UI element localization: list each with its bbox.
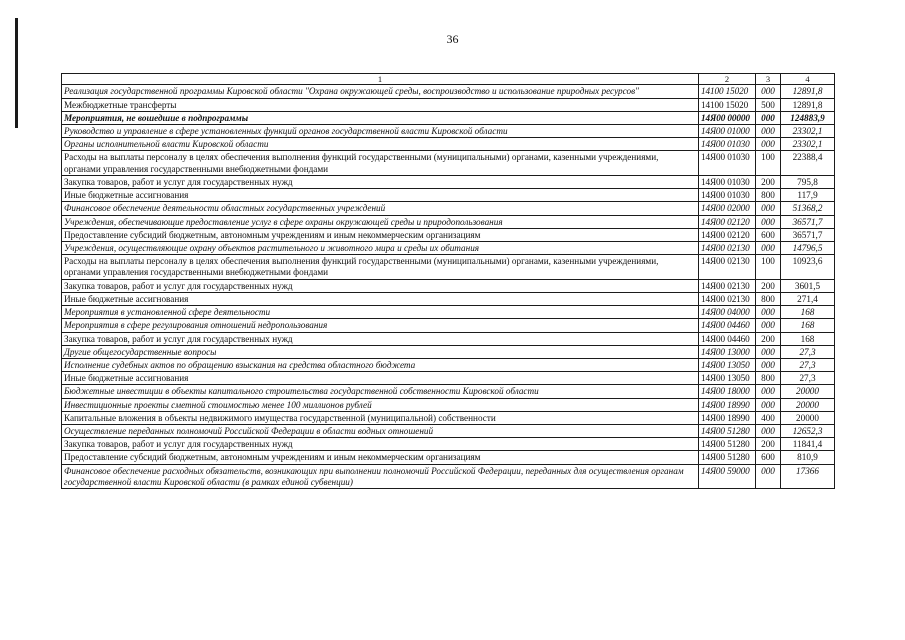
header-col-1: 1 [62,74,699,85]
row-type: 000 [756,385,781,398]
row-code: 14Я00 01030 [699,151,756,175]
row-name: Другие общегосударственные вопросы [62,345,699,358]
table-row [62,255,835,279]
row-name: Реализация государственной программы Кировской области "Охрана окружающей среды, воспроизводство и использование природных ресурсов" [62,85,699,98]
table-row [62,372,835,385]
row-type: 000 [756,345,781,358]
row-name: Мероприятия в сфере регулирования отношений недропользования [62,319,699,332]
row-code: 14Я00 04460 [699,319,756,332]
row-sum: 168 [781,306,835,319]
row-code: 14Я00 02130 [699,279,756,292]
row-name: Осуществление переданных полномочий Российской Федерации в области водных отношений [62,425,699,438]
row-type: 400 [756,411,781,424]
row-sum: 271,4 [781,292,835,305]
row-sum: 23302,1 [781,125,835,138]
row-sum: 20000 [781,398,835,411]
row-sum: 3601,5 [781,279,835,292]
table-row [62,319,835,332]
row-code: 14Я00 02130 [699,241,756,254]
table-row [62,306,835,319]
row-code: 14Я00 18990 [699,398,756,411]
row-type: 100 [756,255,781,279]
row-type: 000 [756,358,781,371]
row-name: Капитальные вложения в объекты недвижимого имущества государственной (муниципальной) собственности [62,411,699,424]
row-sum: 11841,4 [781,438,835,451]
table-row [62,385,835,398]
table-row [62,228,835,241]
table-row [62,438,835,451]
row-type: 000 [756,319,781,332]
table-row [62,292,835,305]
row-name: Мероприятия, не вошедшие в подпрограммы [62,111,699,124]
row-code: 14Я00 18000 [699,385,756,398]
row-sum: 12652,3 [781,425,835,438]
table-row [62,358,835,371]
row-code: 14Я00 04000 [699,306,756,319]
row-type: 600 [756,228,781,241]
table-row [62,241,835,254]
row-type: 800 [756,292,781,305]
row-sum: 51368,2 [781,202,835,215]
row-sum: 168 [781,319,835,332]
row-name: Расходы на выплаты персоналу в целях обеспечения выполнения функций государственными (муниципальными) органами, казенными учреждениями, органами управления государственными внебюджетными фондами [62,151,699,175]
row-code: 14Я00 01030 [699,189,756,202]
row-code: 14Я00 02120 [699,215,756,228]
row-sum: 27,3 [781,345,835,358]
row-sum: 20000 [781,411,835,424]
header-col-2: 2 [699,74,756,85]
row-name: Финансовое обеспечение расходных обязательств, возникающих при выполнении полномочий Российской Федерации, переданных для осуществления органам государственной власти Кировской области (в рамках единой субвенции) [62,464,699,488]
table-row [62,398,835,411]
row-name: Инвестиционные проекты сметной стоимостью менее 100 миллионов рублей [62,398,699,411]
row-code: 14Я00 01000 [699,125,756,138]
row-code: 14Я00 51280 [699,438,756,451]
table-row [62,189,835,202]
table-row [62,451,835,464]
row-name: Финансовое обеспечение деятельности областных государственных учреждений [62,202,699,215]
row-sum: 117,9 [781,189,835,202]
row-name: Бюджетные инвестиции в объекты капитального строительства государственной собственности Кировской области [62,385,699,398]
row-type: 000 [756,85,781,98]
row-name: Расходы на выплаты персоналу в целях обеспечения выполнения функций государственными (муниципальными) органами, казенными учреждениями, органами управления государственными внебюджетными фондами [62,255,699,279]
table-row [62,98,835,111]
header-col-3: 3 [756,74,781,85]
row-type: 100 [756,151,781,175]
row-type: 000 [756,241,781,254]
row-code: 14Я00 13050 [699,372,756,385]
row-code: 14Я00 51280 [699,451,756,464]
table-row [62,411,835,424]
table-row [62,332,835,345]
row-sum: 23302,1 [781,138,835,151]
row-sum: 22388,4 [781,151,835,175]
row-code: 14Я00 02130 [699,292,756,305]
row-name: Учреждения, обеспечивающие предоставление услуг в сфере охраны окружающей среды и природопользования [62,215,699,228]
row-sum: 36571,7 [781,215,835,228]
row-type: 800 [756,372,781,385]
row-type: 000 [756,215,781,228]
row-code: 14Я00 18990 [699,411,756,424]
row-code: 14Я00 13000 [699,345,756,358]
row-name: Иные бюджетные ассигнования [62,189,699,202]
row-name: Мероприятия в установленной сфере деятельности [62,306,699,319]
row-sum: 14796,5 [781,241,835,254]
header-col-4: 4 [781,74,835,85]
table-row [62,279,835,292]
row-type: 200 [756,279,781,292]
row-name: Руководство и управление в сфере установленных функций органов государственной власти Кировской области [62,125,699,138]
budget-table [61,73,835,489]
row-sum: 36571,7 [781,228,835,241]
row-name: Предоставление субсидий бюджетным, автономным учреждениям и иным некоммерческим организациям [62,228,699,241]
table-row [62,202,835,215]
row-name: Предоставление субсидий бюджетным, автономным учреждениям и иным некоммерческим организациям [62,451,699,464]
row-name: Органы исполнительной власти Кировской области [62,138,699,151]
row-sum: 10923,6 [781,255,835,279]
row-sum: 27,3 [781,358,835,371]
row-sum: 27,3 [781,372,835,385]
row-code: 14100 15020 [699,85,756,98]
row-type: 000 [756,398,781,411]
row-type: 600 [756,451,781,464]
row-sum: 810,9 [781,451,835,464]
row-type: 000 [756,138,781,151]
row-code: 14Я00 02120 [699,228,756,241]
row-name: Иные бюджетные ассигнования [62,292,699,305]
table-row [62,85,835,98]
table-body [62,85,835,489]
table-row [62,138,835,151]
row-type: 200 [756,175,781,188]
page-number: 36 [446,32,459,46]
row-code: 14Я00 02000 [699,202,756,215]
row-code: 14Я00 00000 [699,111,756,124]
row-type: 000 [756,111,781,124]
table-row [62,125,835,138]
row-sum: 124883,9 [781,111,835,124]
row-name: Закупка товаров, работ и услуг для государственных нужд [62,332,699,345]
row-code: 14100 15020 [699,98,756,111]
row-name: Закупка товаров, работ и услуг для государственных нужд [62,175,699,188]
table-row [62,151,835,175]
table-header-row [62,74,835,85]
row-name: Иные бюджетные ассигнования [62,372,699,385]
row-type: 200 [756,438,781,451]
row-name: Исполнение судебных актов по обращению взыскания на средства областного бюджета [62,358,699,371]
row-type: 000 [756,306,781,319]
row-code: 14Я00 04460 [699,332,756,345]
table-row [62,215,835,228]
row-name: Межбюджетные трансферты [62,98,699,111]
row-name: Учреждения, осуществляющие охрану объектов растительного и животного мира и среды их обитания [62,241,699,254]
row-type: 800 [756,189,781,202]
row-sum: 17366 [781,464,835,488]
row-type: 000 [756,125,781,138]
table-row [62,464,835,488]
table-row [62,345,835,358]
table-row [62,175,835,188]
row-code: 14Я00 01030 [699,175,756,188]
row-sum: 20000 [781,385,835,398]
row-name: Закупка товаров, работ и услуг для государственных нужд [62,279,699,292]
row-code: 14Я00 01030 [699,138,756,151]
row-sum: 168 [781,332,835,345]
row-code: 14Я00 51280 [699,425,756,438]
row-type: 200 [756,332,781,345]
row-code: 14Я00 13050 [699,358,756,371]
row-sum: 795,8 [781,175,835,188]
row-type: 500 [756,98,781,111]
table-row [62,111,835,124]
row-name: Закупка товаров, работ и услуг для государственных нужд [62,438,699,451]
row-type: 000 [756,425,781,438]
row-code: 14Я00 59000 [699,464,756,488]
row-sum: 12891,8 [781,85,835,98]
row-type: 000 [756,464,781,488]
row-code: 14Я00 02130 [699,255,756,279]
row-sum: 12891,8 [781,98,835,111]
row-type: 000 [756,202,781,215]
table-row [62,425,835,438]
